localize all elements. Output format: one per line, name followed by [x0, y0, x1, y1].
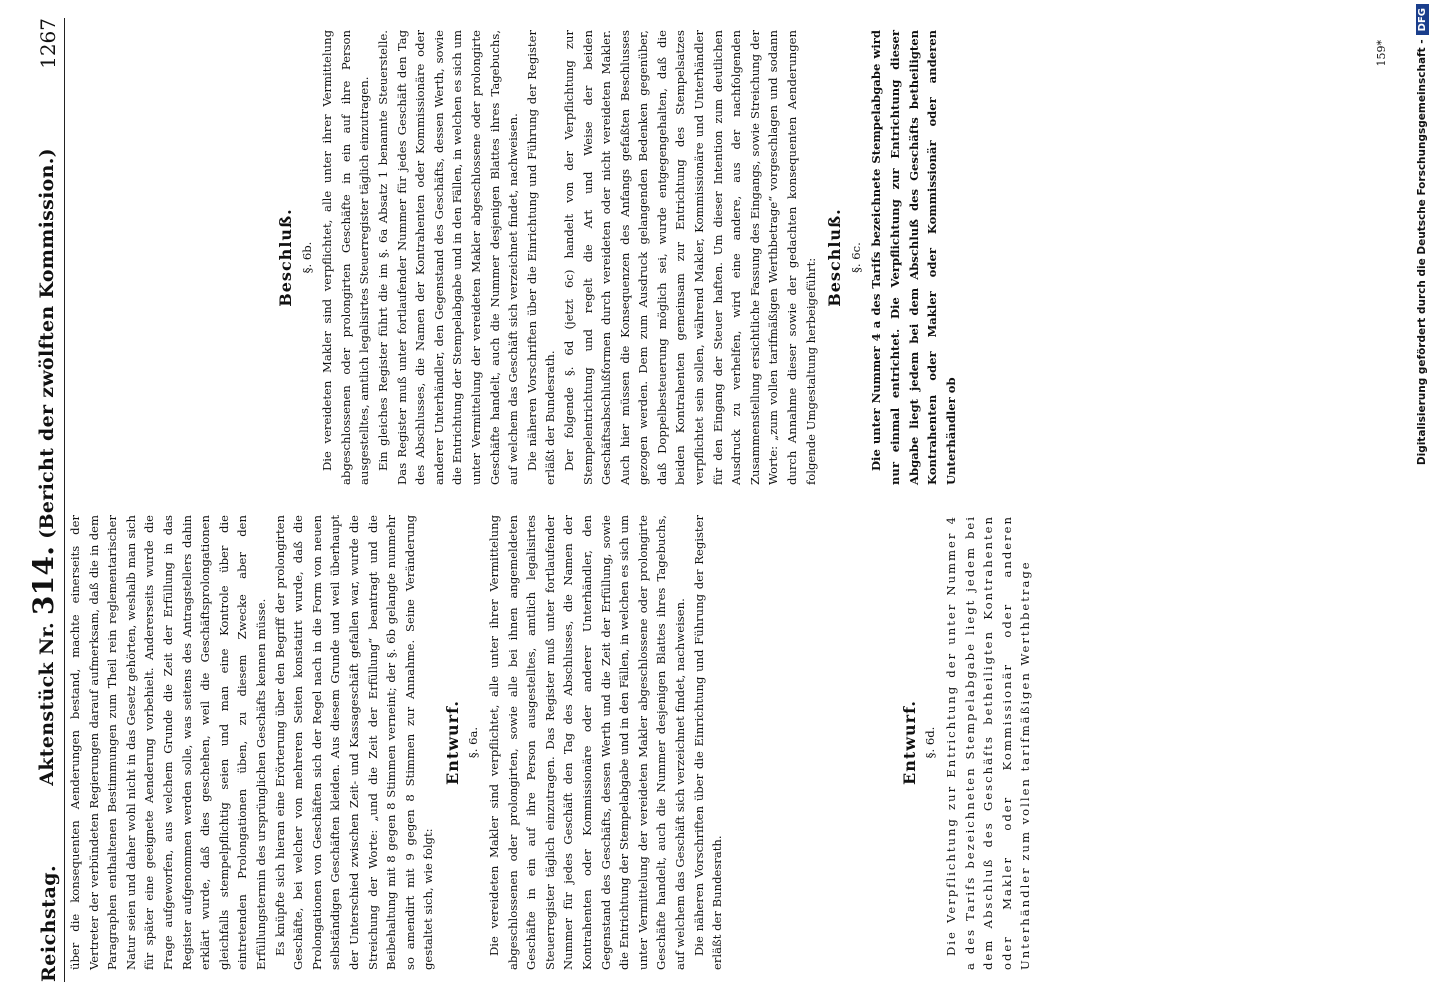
left-column [66, 515, 1394, 970]
header-left: Reichstag. [38, 864, 60, 982]
entwurf-paragraph-2: Die näheren Vorschriften über die Einrichtung und Führung der Register erläßt der Bundesrath. [691, 515, 725, 970]
beschluss-heading: Beschluß. [276, 208, 295, 307]
entwurf-6d-section: §. 6d. [923, 726, 938, 759]
entwurf-6d-heading: Entwurf. [899, 700, 919, 785]
entwurf-6d-paragraph: Die Verpflichtung zur Entrichtung der unter Nummer 4 a des Tarifs bezeichneten Stempelabgabe liegt jedem bei dem Abschluß des Geschäfts betheiligten Kontrahenten oder Makler oder Kommissionär oder anderen Unterhändler zum vollen tarifmäßigen Werthbetrage [943, 515, 1033, 970]
entwurf-heading: Entwurf. [442, 700, 462, 785]
beschluss-6c-heading: Beschluß. [825, 208, 845, 307]
running-header [18, 18, 65, 982]
digitization-text: Digitalisierung gefördert durch die Deutsche Forschungsgemeinschaft - [1416, 39, 1428, 466]
column-gap [727, 515, 895, 970]
column-top-gap [66, 30, 271, 485]
dfg-logo: DFG [1416, 4, 1429, 35]
header-center-prefix: Aktenstück Nr. [36, 622, 58, 786]
intro-paragraph: über die konsequenten Aenderungen bestand, machte einerseits der Vertreter der verbündeten Regierungen darauf aufmerksam, daß die in dem Paragraphen enthaltenen Bestimmungen zum Theil rein reglementarischer Natur seien und daher wohl nicht in das Gesetz gehörten, weshalb man sich für später eine geeignete Aenderung vorbehielt. Andererseits wurde die Frage aufgeworfen, aus welchem Grunde die Zeit der Erfüllung in das Register aufgenommen werden solle, was seitens des Antragstellers dahin erklärt wurde, daß dies geschehen, weil die Geschäftsprolongationen gleichfalls stempelpflichtig seien und man eine Kontrole über die eintretenden Prolongationen üben, zu diesem Zwecke aber den Erfüllungstermin des ursprünglichen Geschäfts kennen müsse. [68, 515, 268, 970]
header-center-suffix: (Bericht der zwölften Kommission.) [36, 148, 58, 539]
beschluss-paragraph-2: Ein gleiches Register führt die im §. 6a Absatz 1 benannte Steuerstelle. Das Register muß unter fortlaufender Nummer für jedes Geschäft den Tag des Abschlusses, die Namen der Kontrahenten oder Kommissionäre oder anderer Unterhändler, den Gegenstand des Geschäfts, dessen Werth, sowie die Entrichtung der Stempelabgabe und in den Fällen, in welchen es sich um unter Vermittelung der vereideten Makler abgeschlossene oder prolongirte Geschäfte handelt, auch die Nummer desjenigen Blattes ihres Tagebuchs, auf welchem das Geschäft sich verzeichnet findet, nachweisen. [375, 30, 521, 485]
beschluss-6c-paragraph: Die unter Nummer 4 a des Tarifs bezeichnete Stempelabgabe wird nur einmal entrichtet. Die Verpflichtung zur Entrichtung dieser Abgabe liegt jedem bei dem Abschluß des Geschäfts betheiligten Kontrahenten oder Makler oder Kommissionär oder anderen Unterhändler ob [869, 30, 958, 485]
beschluss-paragraph-3: Die näheren Vorschriften über die Einrichtung und Führung der Register erläßt der Bundesrath. [524, 30, 558, 485]
header-center [27, 148, 60, 786]
digitization-credit [1412, 0, 1432, 1000]
text-columns [66, 30, 1394, 970]
beschluss-paragraph: Die vereideten Makler sind verpflichtet, alle unter ihrer Vermittelung abgeschlossenen oder prolongirten Geschäfte in ein auf ihre Person ausgestelltes, amtlich legalisirtes Steuerregister täglich einzutragen. [320, 30, 372, 485]
header-document-number: 314. [27, 545, 60, 616]
right-column [66, 30, 1394, 485]
entwurf-paragraph: Die vereideten Makler sind verpflichtet, alle unter ihrer Vermittelung abgeschlossenen oder prolongirten, sowie alle bei ihnen angemeldeten Geschäfte in ein auf ihre Person ausgestelltes, amtlich legalisirtes Steuerregister täglich einzutragen. Das Register muß unter fortlaufender Nummer für jedes Geschäft den Tag des Abschlusses, die Namen der Kontrahenten oder Kommissionäre oder anderer Unterhändler, den Gegenstand des Geschäfts, dessen Werth und die Zeit der Erfüllung, sowie die Entrichtung der Stempelabgabe und in den Fällen, in welchen es sich um unter Vermittelung der vereideten Makler abgeschlossene oder prolongirte Geschäfte handelt, auch die Nummer desjenigen Blattes ihres Tagebuchs, auf welchem das Geschäft sich verzeichnet findet, nachweisen. [487, 515, 687, 970]
discussion-paragraph: Es knüpfte sich hieran eine Erörterung über den Begriff der prolongirten Geschäfte, bei welcher von mehreren Seiten konstatirt wurde, daß die Prolongationen von Geschäften sich der Regel nach in die Form von neuen selbständigen Geschäften kleiden. Aus diesem Grunde und weil überhaupt der Unterschied zwischen Zeit- und Kassageschäft gefallen war, wurde die Streichung der Worte: „und die Zeit der Erfüllung“ beantragt und die Beibehaltung mit 8 gegen 8 Stimmen verneint; der §. 6b gelangte nunmehr so amendirt mit 9 gegen 8 Stimmen zur Annahme. Seine Veränderung gestaltet sich, wie folgt: [272, 515, 436, 970]
entwurf-section: §. 6a. [466, 726, 481, 759]
beschluss-6c-section: §. 6c. [848, 242, 863, 273]
signature-mark: 159* [1375, 40, 1388, 67]
page-number: 1267 [36, 18, 60, 69]
folgende-paragraph: Der folgende §. 6d (jetzt 6c) handelt von der Verpflichtung zur Stempelentrichtung und regelt die Art und Weise der beiden Geschäftsabschlußformen durch vereideten oder nicht vereideten Makler. Auch hier müssen die Konsequenzen des Anfangs gefaßten Beschlusses gezogen werden. Dem zum Ausdruck gelangenden Bedenken gegenüber, daß Doppelbesteuerung möglich sei, wurde entgegengehalten, daß die beiden Kontrahenten gemeinsam zur Entrichtung des Stempelsatzes verpflichtet sein sollen, während Makler, Kommissionäre und Unterhändler für den Eingang der Steuer haften. Um dieser Intention zum deutlichen Ausdruck zu verhelfen, wird eine andere, aus der nachfolgenden Zusammenstellung ersichtliche Fassung des Eingangs, sowie Streichung der Worte: „zum vollen tarifmäßigen Werthbetrage“ vorgeschlagen und sodann durch Annahme dieser sowie der gedachten konsequenten Aenderungen folgende Umgestaltung herbeigeführt: [561, 30, 818, 485]
beschluss-section: §. 6b. [299, 241, 314, 274]
